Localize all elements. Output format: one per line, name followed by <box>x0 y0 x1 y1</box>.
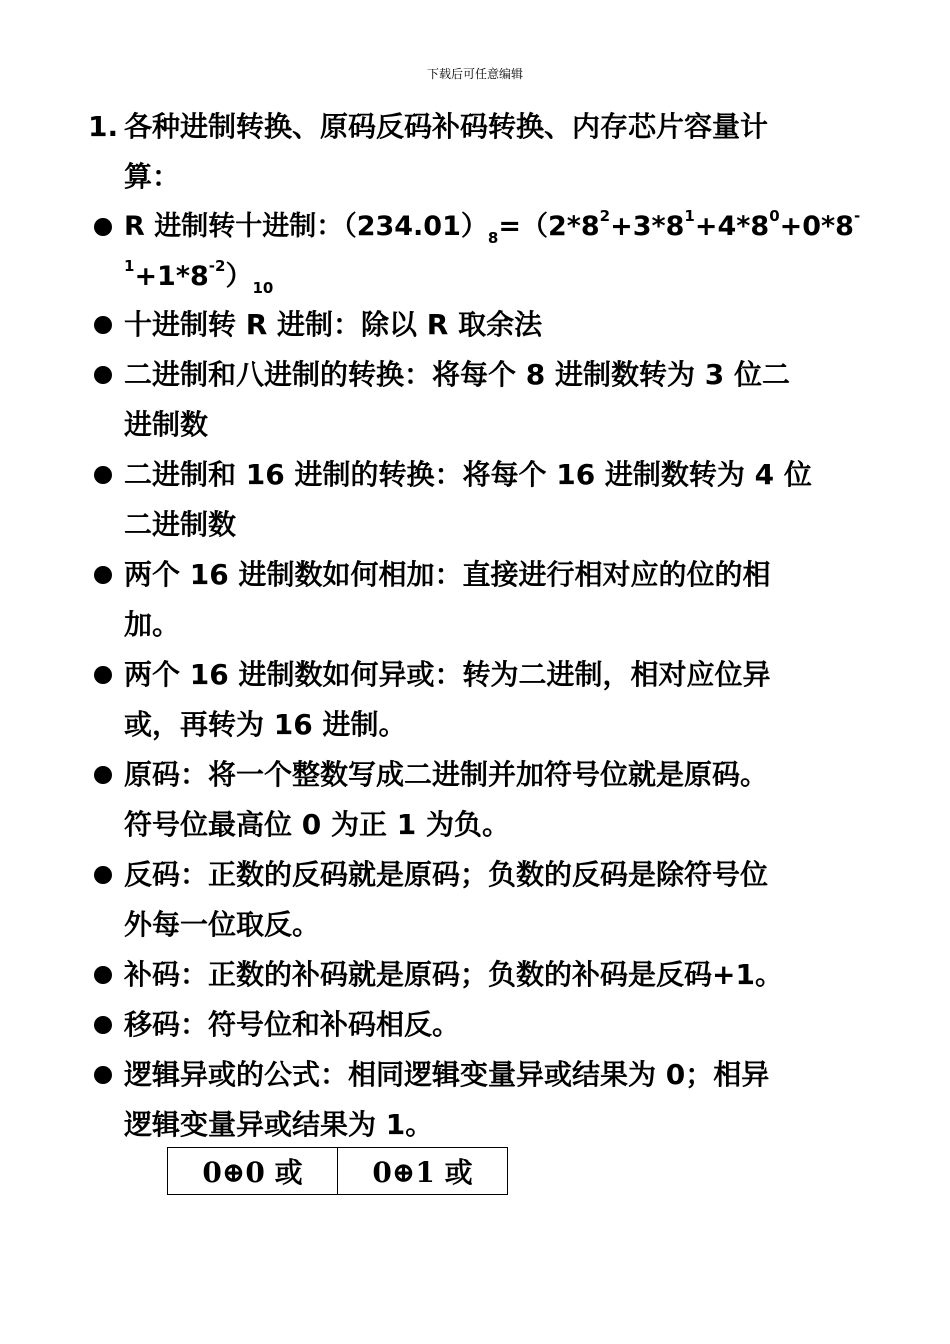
bullet-icon <box>94 866 112 884</box>
bullet-text-cont: 加。 <box>124 608 181 641</box>
formula-exp-1: 2 <box>599 207 611 225</box>
bullet-icon <box>94 666 112 684</box>
bullet-text: 反码：正数的反码就是原码；负数的反码是除符号位 <box>124 858 769 891</box>
bullet-text-cont: 符号位最高位 0 为正 1 为负。 <box>124 808 510 841</box>
table-row <box>168 1148 508 1195</box>
formula-exp-3: 0 <box>769 207 780 225</box>
formula-term-2: +4*8 <box>694 211 770 242</box>
bullet-text: 移码：符号位和补码相反。 <box>124 1008 461 1041</box>
formula-base-in: 8 <box>487 229 499 247</box>
bullet-icon <box>94 466 112 484</box>
bullet-icon <box>94 766 112 784</box>
bullet-text: 二进制和八进制的转换：将每个 8 进制数转为 3 位二 <box>124 358 790 391</box>
bullet-text-cont: 二进制数 <box>124 508 237 541</box>
bullet-icon <box>94 316 112 334</box>
bullet-icon <box>94 966 112 984</box>
bullet-icon <box>94 366 112 384</box>
formula-term-5: ） <box>225 261 253 292</box>
bullet-text-cont: 外每一位取反。 <box>124 908 321 941</box>
formula-exp-4: - <box>853 207 861 225</box>
bullet-text-cont: 进制数 <box>124 408 209 441</box>
heading-number: 1. <box>88 110 119 143</box>
heading-line-2: 算： <box>124 160 181 193</box>
formula-line-2 <box>124 252 273 302</box>
heading-line-1: 各种进制转换、原码反码补码转换、内存芯片容量计 <box>124 110 769 143</box>
formula-exp-5: -2 <box>208 257 226 275</box>
bullet-text-cont: 或，再转为 16 进制。 <box>124 708 407 741</box>
bullet-text: 两个 16 进制数如何相加：直接进行相对应的位的相 <box>124 558 771 591</box>
formula-exp-4b: 1 <box>124 257 135 275</box>
bullet-text: 二进制和 16 进制的转换：将每个 16 进制数转为 4 位 <box>124 458 812 491</box>
bullet-icon <box>94 1016 112 1034</box>
bullet-text-cont: 逻辑变量异或结果为 1。 <box>124 1108 434 1141</box>
bullet-icon <box>94 566 112 584</box>
formula-term-1: +3*8 <box>610 211 685 242</box>
formula-prefix: R 进制转十进制：（234.01） <box>124 211 488 242</box>
page-header: 下载后可任意编辑 <box>426 67 523 81</box>
bullet-text: 原码：将一个整数写成二进制并加符号位就是原码。 <box>124 758 769 791</box>
bullet-text: 两个 16 进制数如何异或：转为二进制，相对应位异 <box>124 658 771 691</box>
formula-eq: =（2*8 <box>498 211 600 242</box>
bullet-icon <box>94 1066 112 1084</box>
formula-term-4: +1*8 <box>134 261 209 292</box>
bullet-text: 补码：正数的补码就是原码；负数的补码是反码+1。 <box>124 958 783 991</box>
formula-exp-2: 1 <box>684 207 695 225</box>
formula-term-3: +0*8 <box>779 211 854 242</box>
xor-table <box>167 1147 508 1195</box>
bullet-icon <box>94 218 112 236</box>
formula-line-1 <box>124 202 860 252</box>
table-cell: 0⊕0 或 <box>168 1148 338 1195</box>
bullet-text: 十进制转 R 进制：除以 R 取余法 <box>124 308 543 341</box>
bullet-text: 逻辑异或的公式：相同逻辑变量异或结果为 0；相异 <box>124 1058 770 1091</box>
formula-base-out: 10 <box>252 279 274 297</box>
table-cell: 0⊕1 或 <box>338 1148 508 1195</box>
